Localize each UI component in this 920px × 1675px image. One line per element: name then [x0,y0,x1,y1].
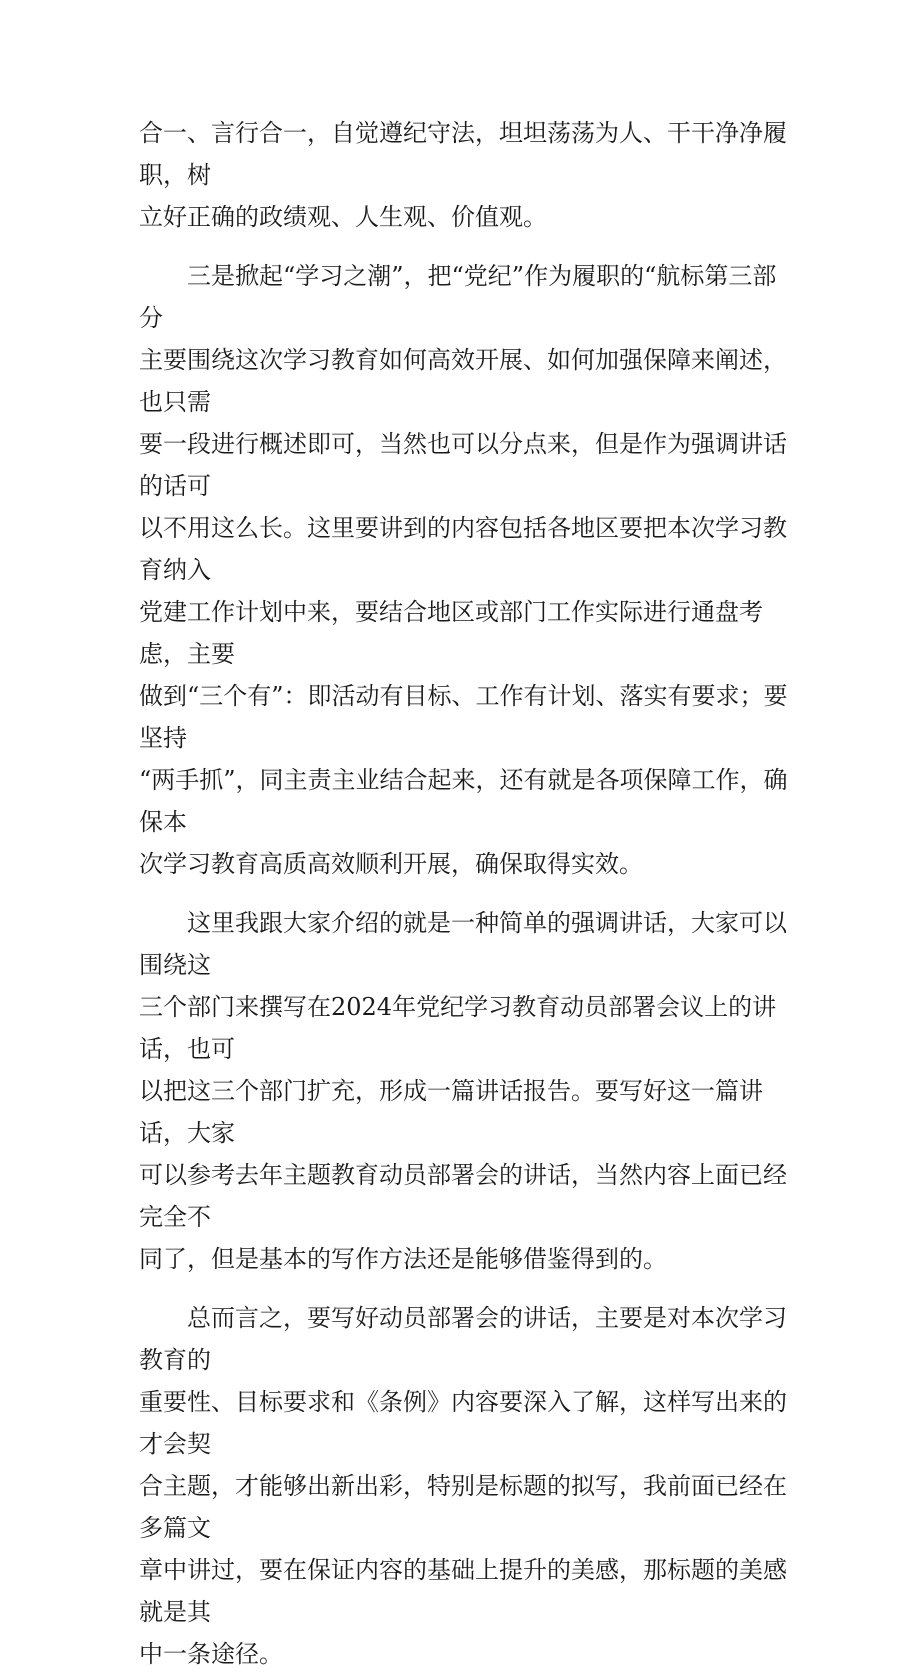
paragraph-4 [139,1297,789,1675]
paragraph-3 [139,902,789,1280]
paragraph-1: 合一、言行合一，自觉遵纪守法，坦坦荡荡为人、干干净净履职，树 立好正确的政绩观、人生观、价值观。 [139,119,787,231]
paragraph-4-text: 总而言之，要写好动员部署会的讲话，主要是对本次学习教育的 重要性、目标要求和《条例》内容要深入了解，这样写出来的才会契 合主题，才能够出新出彩，特别是标题的拟写，我前面已经在多篇文 章中讲过，要在保证内容的基础上提升的美感，那标题的美感就是其 中一条途径。 [139,1304,787,1668]
paragraph-3-text: 这里我跟大家介绍的就是一种简单的强调讲话，大家可以围绕这 三个部门来撰写在2024年党纪学习教育动员部署会议上的讲话，也可 以把这三个部门扩充，形成一篇讲话报告。要写好这一篇讲话，大家 可以参考去年主题教育动员部署会的讲话，当然内容上面已经完全不 同了，但是基本的写作方法还是能够借鉴得到的。 [139,909,787,1273]
paragraph-2-text: 三是掀起“学习之潮”，把“党纪”作为履职的“航标第三部分 主要围绕这次学习教育如何高效开展、如何加强保障来阐述，也只需 要一段进行概述即可，当然也可以分点来，但是作为强调讲话的话可 以不用这么长。这里要讲到的内容包括各地区要把本次学习教育纳入 党建工作计划中来，要结合地区或部门工作实际进行通盘考虑，主要 做到“三个有”：即活动有目标、工作有计划、落实有要求；要坚持 “两手抓”，同主责主业结合起来，还有就是各项保障工作，确保本 次学习教育高质高效顺利开展，确保取得实效。 [139,262,788,878]
document-body [139,112,789,1675]
paragraph-2 [139,255,789,885]
